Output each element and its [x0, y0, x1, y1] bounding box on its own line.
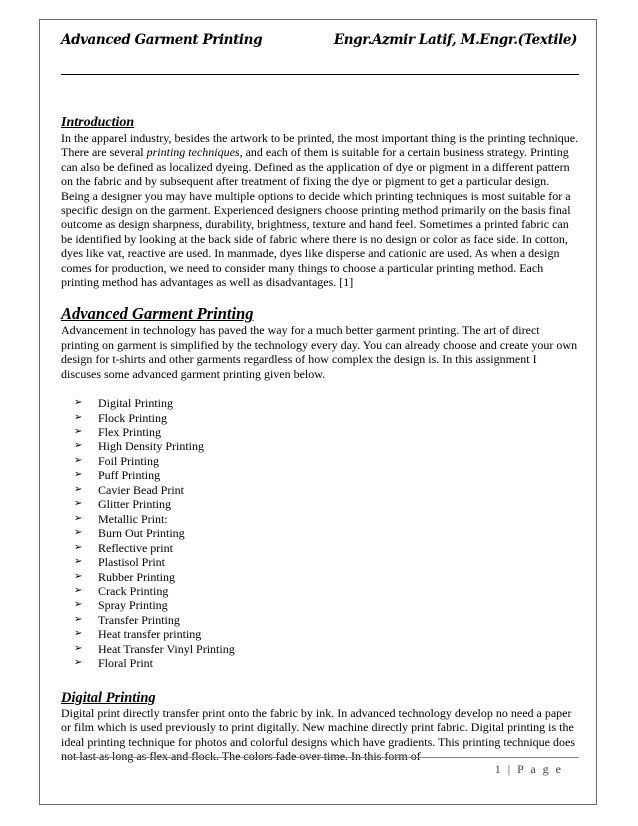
introduction-heading: Introduction	[61, 115, 135, 130]
header-title: Advanced Garment Printing	[61, 32, 263, 48]
list-item-label: Metallic Print:	[98, 511, 168, 526]
list-item	[74, 555, 579, 569]
arrow-bullet-icon: ➢	[74, 483, 83, 495]
arrow-bullet-icon: ➢	[74, 657, 83, 669]
arrow-bullet-icon: ➢	[74, 527, 83, 539]
arrow-bullet-icon: ➢	[74, 584, 83, 596]
arrow-bullet-icon: ➢	[74, 426, 83, 437]
list-item	[74, 541, 579, 555]
list-item-label: Heat Transfer Vinyl Printing	[98, 641, 235, 656]
list-item-label: Digital Printing	[98, 396, 173, 411]
page-header	[61, 30, 579, 75]
arrow-bullet-icon: ➢	[74, 469, 83, 481]
digital-printing-heading: Digital Printing	[61, 689, 156, 706]
printing-methods-list	[61, 396, 579, 671]
header-author: Engr.Azmir Latif, M.Engr.(Textile)	[333, 32, 577, 48]
list-item	[74, 396, 579, 410]
list-item-label: Rubber Printing	[98, 569, 175, 584]
intro-emphasis: printing techniques	[146, 145, 240, 160]
list-item	[74, 526, 579, 540]
advanced-paragraph: Advancement in technology has paved the way for a much better garment printing. The art of direct printing on garment is simplified by the technology every day. You can already choose and create your own design for t-shirts and other garments regardless of how complex the design is. In this assignment I discuses some advanced garment printing given below.	[61, 323, 578, 381]
arrow-bullet-icon: ➢	[74, 440, 83, 452]
list-item	[74, 497, 579, 511]
list-item	[74, 627, 579, 641]
list-item-label: Flock Printing	[98, 410, 168, 425]
arrow-bullet-icon: ➢	[74, 642, 83, 654]
list-item-label: Puff Printing	[98, 468, 161, 483]
list-item-label: Glitter Printing	[98, 497, 171, 512]
list-item-label: Heat transfer printing	[98, 627, 202, 642]
list-item	[74, 512, 579, 526]
document-content	[61, 30, 579, 763]
list-item-label: Plastisol Print	[98, 555, 166, 570]
list-item	[74, 656, 579, 670]
list-item-label: Spray Printing	[98, 598, 168, 613]
arrow-bullet-icon: ➢	[74, 556, 83, 568]
arrow-bullet-icon: ➢	[74, 454, 83, 466]
list-item	[74, 454, 579, 468]
introduction-paragraph	[61, 131, 579, 289]
list-item	[74, 598, 579, 612]
arrow-bullet-icon: ➢	[74, 541, 83, 553]
digital-printing-paragraph: Digital print directly transfer print onto the fabric by ink. In advanced technology develop no need a paper or film which is used previously to print digitally. New machine directly print fabric. Digital printing is the ideal printing technique for photos and colorful designs which have gradients. This printing technique does not last as long as flex and flock. The colors fade over time. In this form of	[61, 705, 575, 763]
list-item-label: Foil Printing	[98, 453, 160, 468]
arrow-bullet-icon: ➢	[74, 613, 83, 625]
page-footer	[61, 757, 579, 776]
list-item-label: Transfer Printing	[98, 612, 180, 627]
intro-text-part-2: , and each of them is suitable for a certain business strategy. Printing can also be defined as localized dyeing. Defined as the application of dye or pigment in a different pattern on the fabric and by subsequent after treatment of fixing the dye or pigment to get a particular design. Being a designer you may have multiple options to decide which printing techniques is most suitable for a specific design on the garment. Experienced designers choose printing method primarily on the basis final outcome as design sharpness, durability, brightness, texture and hand feel. Sometimes a printed fabric can be identified by looking at the back side of fabric where there is no design or color as face side. In cotton, dyes like vat, reactive are used. In manmade, dyes like disperse and cationic are used. As when a design comes for production, we need to consider many things to choose a particular printing method. Each printing method has advantages as well as disadvantages. [1]	[61, 145, 571, 290]
list-item-label: Reflective print	[98, 540, 173, 555]
list-item	[74, 425, 579, 439]
list-item-label: Cavier Bead Print	[98, 482, 184, 497]
intro-text-part-1: In the apparel industry, besides the artwork to be printed, the most important thing is the printing technique. There are several	[61, 131, 579, 160]
arrow-bullet-icon: ➢	[74, 599, 83, 611]
arrow-bullet-icon: ➢	[74, 397, 83, 409]
list-item	[74, 411, 579, 425]
arrow-bullet-icon: ➢	[74, 570, 83, 582]
arrow-bullet-icon: ➢	[74, 628, 83, 640]
list-item	[74, 483, 579, 497]
list-item-label: Burn Out Printing	[98, 526, 185, 541]
advanced-heading: Advanced Garment Printing	[61, 304, 254, 324]
list-item	[74, 468, 579, 482]
list-item-label: Flex Printing	[98, 425, 162, 439]
list-item	[74, 584, 579, 598]
arrow-bullet-icon: ➢	[74, 498, 83, 510]
list-item-label: Crack Printing	[98, 583, 169, 598]
arrow-bullet-icon: ➢	[74, 512, 83, 524]
list-item	[74, 642, 579, 656]
list-item	[74, 570, 579, 584]
list-item-label: High Density Printing	[98, 439, 205, 454]
list-item	[74, 439, 579, 453]
list-item	[74, 613, 579, 627]
page-number: 1 | P a g e	[494, 762, 563, 776]
list-item-label: Floral Print	[98, 656, 154, 671]
arrow-bullet-icon: ➢	[74, 411, 83, 423]
